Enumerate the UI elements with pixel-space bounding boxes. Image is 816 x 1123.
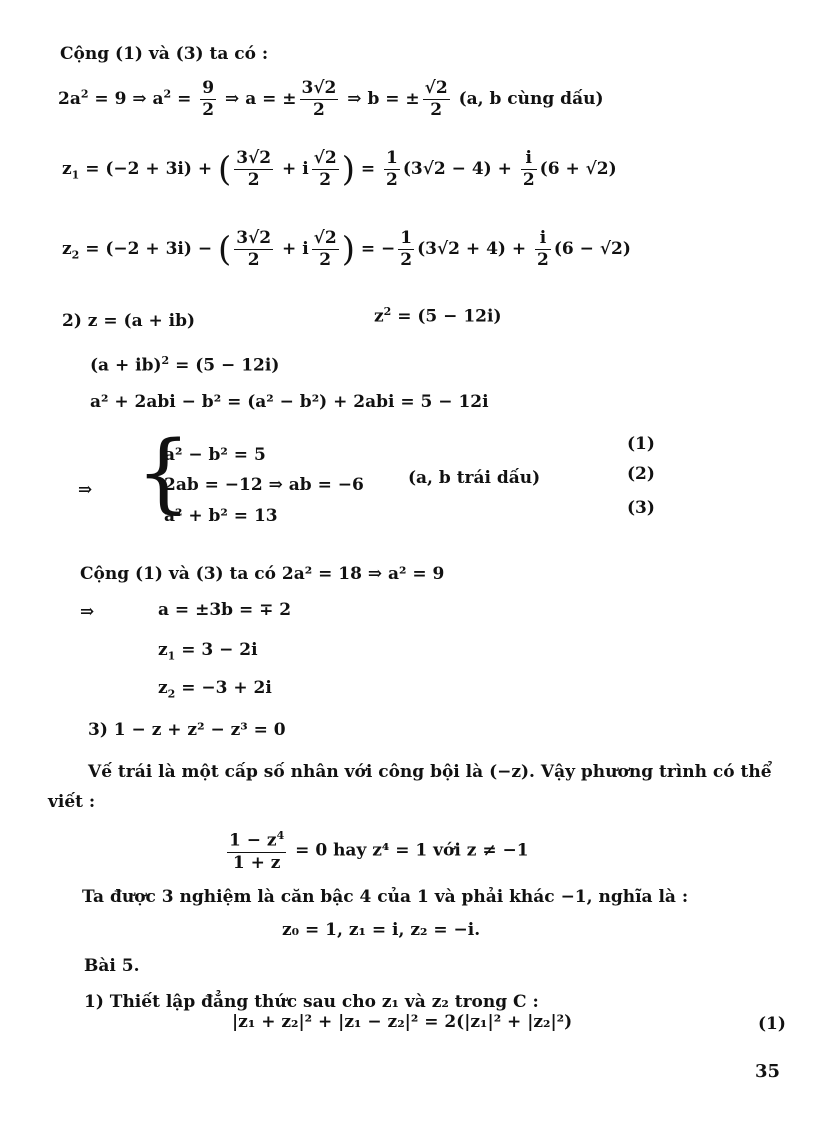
fraction: $\frac{3√2}{2}$ [301, 78, 337, 120]
part3-text-line-1: Vế trái là một cấp số nhân với công bội là (−z). Vậy phương trình có thể [88, 762, 772, 782]
part3-text-line-2: viết : [48, 792, 96, 812]
equation-tag-1: (1) [758, 1014, 786, 1034]
equation-z2: $z_2 = (-2 + 3i)$ − ( $\frac{3√2}{2}$ + i $\frac{√2}{2}$ ) = − $\frac{1}{2}$ (3√2 + 4) + $\frac{i}{2}$ (6 − √2) [62, 228, 631, 270]
exercise-5-identity: |z₁ + z₂|² + |z₁ − z₂|² = 2(|z₁|² + |z₂|²) [232, 1012, 573, 1032]
solution-z2: $z_2 = -3 + 2i$ [158, 678, 272, 701]
implies-arrow: ⇒ [80, 602, 95, 622]
equation-tag-3: (3) [627, 498, 655, 518]
fraction: $\frac{9}{2}$ [202, 78, 215, 120]
equation-tag-2: (2) [627, 464, 655, 484]
equation-a-squared: $2a^2 = 9$ ⇒ $a^2$ = $\frac{9}{2}$ ⇒ a = ± $\frac{3√2}{2}$ ⇒ b = ± $\frac{√2}{2}$ (a, b cùng dấu) [58, 78, 604, 120]
equation-z1: $z_1 = (-2 + 3i)$ + ( $\frac{3√2}{2}$ + i $\frac{√2}{2}$ ) = $\frac{1}{2}$ (3√2 − 4) + $\frac{i}{2}$ (6 + √2) [62, 148, 617, 190]
system-eq-1: a² − b² = 5 [164, 445, 266, 465]
system-eq-2-note: (a, b trái dấu) [408, 468, 541, 488]
line-a-b-values: a = ±3b = ∓ 2 [158, 600, 292, 620]
implies-arrow: ⇒ [78, 480, 93, 500]
fraction: $\frac{√2}{2}$ [424, 78, 448, 120]
part2-heading: 2) z = (a + ib) [62, 311, 196, 331]
line-square-expansion: (a + ib)$^2$ = (5 − 12i) [90, 354, 280, 376]
line-expansion: a² + 2abi − b² = (a² − b²) + 2abi = 5 − 12i [90, 392, 489, 412]
line-cong-1-3: Cộng (1) và (3) ta có : [60, 44, 269, 64]
system-eq-3: a² + b² = 13 [164, 506, 278, 526]
system-eq-2: 2ab = −12 ⇒ ab = −6 [164, 475, 364, 495]
equation-geometric-sum: $\frac{1 - z^4}{1 + z}$ = 0 hay z⁴ = 1 với z ≠ −1 [229, 829, 529, 873]
system-brace: { [136, 423, 191, 523]
exercise-5-heading: Bài 5. [84, 956, 140, 976]
exercise-5-part-1: 1) Thiết lập đẳng thức sau cho z₁ và z₂ trong C : [84, 992, 539, 1012]
part3-equation: 3) 1 − z + z² − z³ = 0 [88, 720, 286, 740]
part2-z-squared: $z^2 = (5 - 12i)$ [374, 305, 502, 327]
solution-z1: $z_1 = 3 - 2i$ [158, 640, 258, 663]
part3-text-line-3: Ta được 3 nghiệm là căn bậc 4 của 1 và phải khác −1, nghĩa là : [82, 887, 689, 907]
roots-line: z₀ = 1, z₁ = i, z₂ = −i. [282, 920, 481, 940]
equation-tag-1: (1) [627, 434, 655, 454]
line-add-equations: Cộng (1) và (3) ta có 2a² = 18 ⇒ a² = 9 [80, 564, 445, 584]
page-number: 35 [754, 1061, 780, 1082]
